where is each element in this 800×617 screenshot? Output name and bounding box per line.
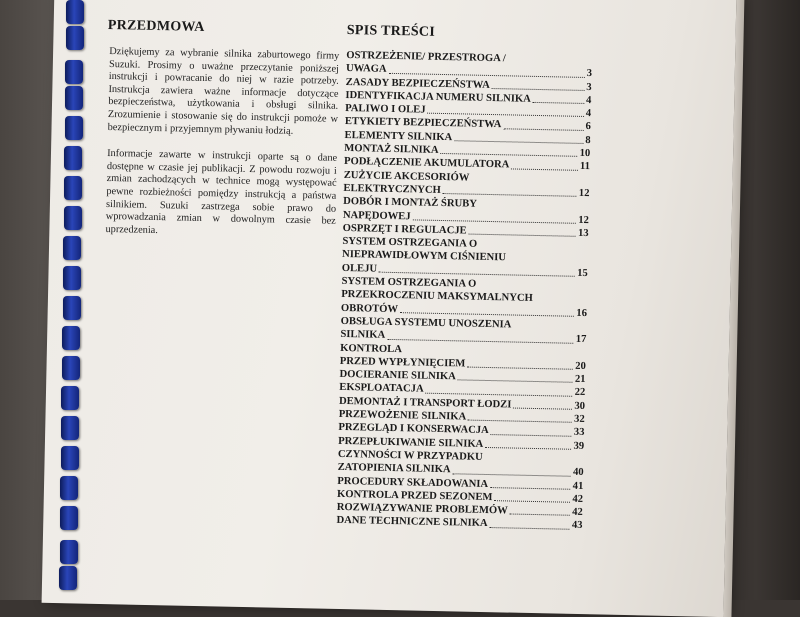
toc-entry-title: DANE TECHNICZNE SILNIKA xyxy=(336,515,488,530)
toc-entry-page: 10 xyxy=(579,147,591,160)
binding-ring xyxy=(60,506,78,530)
toc-entry-page: 40 xyxy=(572,467,584,479)
toc-entry-title: PRZEKROCZENIU MAKSYMALNYCH xyxy=(341,289,533,305)
spiral-binding xyxy=(58,0,88,600)
toc-entry-title: CZYNNOŚCI W PRZYPADKU xyxy=(337,448,483,463)
toc-entry-title: OSPRZĘT I REGULACJE xyxy=(342,222,467,237)
toc-entry-title: ELEMENTY SILNIKA xyxy=(344,129,453,143)
binding-ring xyxy=(62,326,80,350)
toc-dot-leader xyxy=(511,168,578,170)
toc-entry-title: ELEKTRYCZNYCH xyxy=(343,182,441,196)
toc-entry-page: 13 xyxy=(577,227,589,239)
toc-entry-page: 41 xyxy=(572,480,584,492)
toc-entry-page: 33 xyxy=(573,427,585,439)
toc-heading: SPIS TREŚCI xyxy=(346,22,436,40)
toc-entry-page: 20 xyxy=(575,360,586,372)
toc-entry-title: NIEPRAWIDŁOWYM CIŚNIENIU xyxy=(341,249,507,264)
binding-ring xyxy=(64,176,82,200)
toc-dot-leader xyxy=(469,234,576,237)
binding-ring xyxy=(60,476,78,500)
toc-entry-title: MONTAŻ SILNIKA xyxy=(344,143,439,156)
binding-ring xyxy=(60,540,78,564)
binding-ring xyxy=(61,446,79,470)
toc-entry-page: 42 xyxy=(572,506,583,519)
toc-entry-page: 15 xyxy=(577,267,588,279)
binding-ring xyxy=(64,146,82,170)
toc-entry-page: 32 xyxy=(573,413,585,426)
toc-dot-leader xyxy=(467,367,573,370)
toc-dot-leader xyxy=(490,527,570,530)
toc-dot-leader xyxy=(485,447,571,450)
toc-entry-page: 6 xyxy=(585,121,591,133)
toc-dot-leader xyxy=(454,140,583,144)
toc-entry-page: 8 xyxy=(585,134,591,146)
toc-entry-title: NAPĘDOWEJ xyxy=(342,209,411,222)
toc-dot-leader xyxy=(494,500,570,503)
toc-dot-leader xyxy=(440,153,577,157)
foreword-paragraph-1: Dziękujemy za wybranie silnika zaburtowego firmy Suzuki. Prosimy o uważne przeczytanie poniższej instrukcji i powracanie do niej w razie potrzeby. Instrukcja zawiera ważne informacje dotyczące bezpieczeństwa, użytkowania i obsługi silnika. Zrozumienie i stosowanie się do instrukcji pomoże w bezpiecznym i przyjemnym pływaniu łodzią. xyxy=(107,45,340,137)
toc-entry-title: PROCEDURY SKŁADOWANIA xyxy=(337,475,489,490)
binding-ring xyxy=(64,206,82,230)
binding-ring xyxy=(66,26,84,50)
toc-entry-title: PRZEWOŻENIE SILNIKA xyxy=(338,408,467,423)
foreword-paragraph-2: Informacje zawarte w instrukcji oparte są o dane dostępne w czasie jej publikacji. Z powodu rozwoju i zmian zachodzących w technice mogą występować pewne rozbieżności pomiędzy instrukcją a państwa silnikiem. Suzuki zastrzega sobie prawo do wprowadzania zmian w dowolnym czasie bez uprzedzenia. xyxy=(105,148,338,236)
toc-entry-page: 16 xyxy=(576,307,588,319)
toc-dot-leader xyxy=(492,88,585,91)
toc-entry-page: 12 xyxy=(578,187,590,200)
toc-list xyxy=(336,49,592,533)
toc-entry-page: 3 xyxy=(586,68,593,80)
toc-entry-title: OBSŁUGA SYSTEMU UNOSZENIA xyxy=(340,315,512,331)
toc-dot-leader xyxy=(490,487,571,490)
toc-dot-leader xyxy=(533,102,584,104)
toc-entry-page: 4 xyxy=(585,108,592,120)
toc-entry-page: 39 xyxy=(573,440,585,452)
foreword-column xyxy=(105,18,340,241)
toc-entry-page: 17 xyxy=(575,334,587,346)
toc-column xyxy=(336,23,593,533)
toc-entry-title: SYSTEM OSTRZEGANIA O xyxy=(342,236,478,250)
foreword-heading: PRZEDMOWA xyxy=(107,17,205,35)
binding-ring xyxy=(66,0,84,24)
toc-entry-page: 4 xyxy=(585,94,592,106)
toc-dot-leader xyxy=(452,473,570,476)
toc-dot-leader xyxy=(513,408,572,410)
binding-ring xyxy=(59,566,77,590)
binding-ring xyxy=(65,60,83,84)
toc-entry-title: ROZWIĄZYWANIE PROBLEMÓW xyxy=(336,501,508,517)
binding-ring xyxy=(65,116,83,140)
binding-ring xyxy=(63,236,81,260)
binding-ring xyxy=(63,296,81,320)
toc-entry-title: KONTROLA PRZED SEZONEM xyxy=(336,488,493,503)
toc-entry-title: PRZEPŁUKIWANIE SILNIKA xyxy=(338,435,484,450)
toc-entry-title: ZASADY BEZPIECZEŃSTWA xyxy=(345,76,490,91)
toc-entry-page: 30 xyxy=(574,400,586,412)
toc-entry-title: ZATOPIENIA SILNIKA xyxy=(337,462,451,476)
binding-ring xyxy=(61,416,79,440)
toc-entry-title: DOBÓR I MONTAŻ ŚRUBY xyxy=(343,196,478,210)
toc-entry-title: PRZED WYPŁYNIĘCIEM xyxy=(339,355,466,370)
toc-entry-title: DEMONTAŻ I TRANSPORT ŁODZI xyxy=(338,395,512,411)
binding-ring xyxy=(65,86,83,110)
toc-entry-page: 22 xyxy=(574,387,586,399)
toc-entry-page: 21 xyxy=(574,373,586,386)
toc-entry-title: PALIWO I OLEJ xyxy=(345,103,426,116)
toc-dot-leader xyxy=(510,514,570,516)
toc-entry-title: OLEJU xyxy=(341,262,378,275)
toc-dot-leader xyxy=(491,434,572,437)
binding-ring xyxy=(61,386,79,410)
toc-entry-title: IDENTYFIKACJA NUMERU SILNIKA xyxy=(345,89,531,105)
toc-entry-page: 11 xyxy=(579,161,591,173)
toc-dot-leader xyxy=(503,128,583,131)
toc-entry-title: DOCIERANIE SILNIKA xyxy=(339,369,456,383)
toc-entry-title: SILNIKA xyxy=(340,329,386,342)
toc-entry-title: EKSPLOATACJA xyxy=(339,382,424,396)
toc-entry-title: KONTROLA xyxy=(340,342,403,355)
toc-entry-title: UWAGA xyxy=(345,63,387,76)
toc-entry-page: 12 xyxy=(578,214,589,226)
toc-entry-page: 3 xyxy=(586,81,592,93)
binding-ring xyxy=(62,356,80,380)
toc-entry-title: ETYKIETY BEZPIECZEŃSTWA xyxy=(344,116,502,131)
toc-dot-leader xyxy=(458,380,573,383)
toc-entry-page: 42 xyxy=(572,493,584,505)
toc-dot-leader xyxy=(443,193,577,197)
binding-ring xyxy=(63,266,81,290)
page-content xyxy=(98,18,650,599)
toc-entry-title: OSTRZEŻENIE/ PRZESTROGA / xyxy=(346,49,506,65)
toc-dot-leader xyxy=(468,420,572,423)
toc-entry-title: ZUŻYCIE AKCESORIÓW xyxy=(343,169,470,184)
toc-entry-title: PRZEGLĄD I KONSERWACJA xyxy=(338,422,489,437)
toc-entry-page: 43 xyxy=(571,520,583,532)
toc-entry-title: SYSTEM OSTRZEGANIA O xyxy=(341,275,477,290)
toc-entry-title: OBROTÓW xyxy=(340,302,399,315)
toc-entry-title: PODŁĄCZENIE AKUMULATORA xyxy=(343,156,510,171)
